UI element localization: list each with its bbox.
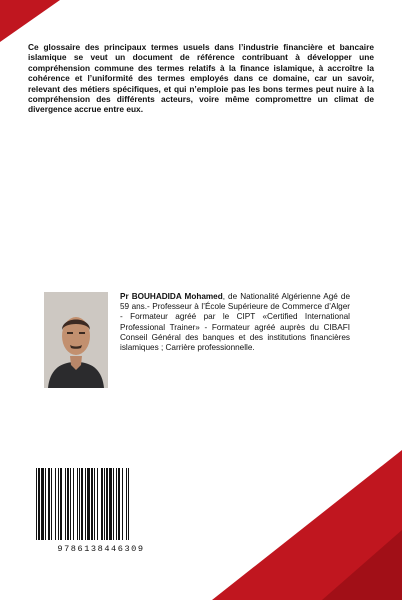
author-name: Pr BOUHADIDA Mohamed — [120, 292, 223, 301]
author-bio-text: , de Nationalité Algérienne Agé de 59 ans.- Professeur à l’École Supérieure de Commerce d’Alger - Formateur agréé par le CIPT «Certified International Professional Trainer» - Formateur agréé auprès du CIBAFI Conseil Général des banques et des institutions financières islamiques ; Carrière professionnelle. — [120, 292, 351, 353]
author-bio — [120, 292, 350, 353]
barcode-bar — [73, 468, 74, 540]
barcode-bar — [58, 468, 59, 540]
barcode-bar — [101, 468, 103, 540]
barcode-bar — [116, 468, 117, 540]
barcode-bars — [26, 466, 176, 542]
barcode-bar — [81, 468, 83, 540]
barcode-bar — [60, 468, 62, 540]
red-corner-top-left — [0, 0, 60, 42]
barcode-bar — [126, 468, 127, 540]
barcode-bar — [87, 468, 90, 540]
barcode-bar — [113, 468, 114, 540]
barcode-bar — [41, 468, 44, 540]
red-corner-bottom-right — [172, 450, 402, 600]
barcode-bar — [85, 468, 86, 540]
barcode-bar — [65, 468, 66, 540]
barcode-bar — [106, 468, 108, 540]
barcode-bar — [91, 468, 93, 540]
barcode-bar — [104, 468, 105, 540]
barcode-bar — [97, 468, 98, 540]
barcode-bar — [55, 468, 56, 540]
barcode-bar — [77, 468, 78, 540]
barcode-bar — [51, 468, 52, 540]
barcode-bar — [45, 468, 46, 540]
barcode-bar — [48, 468, 50, 540]
barcode-bar — [128, 468, 129, 540]
barcode-bar — [38, 468, 40, 540]
barcode-bar — [122, 468, 123, 540]
barcode-bar — [36, 468, 37, 540]
author-photo — [44, 292, 108, 388]
barcode-bar — [118, 468, 120, 540]
barcode-bar — [94, 468, 95, 540]
barcode-bar — [79, 468, 80, 540]
barcode-bar — [70, 468, 71, 540]
barcode-bar — [109, 468, 112, 540]
isbn-number: 9786138446309 — [57, 544, 145, 554]
back-cover-summary: Ce glossaire des principaux termes usuels dans l’industrie financière et bancaire islamique se veut un document de référence contribuant à développer une compréhension commune des termes relatifs à la finance islamique, à accroître la cohérence et l’uniformité des termes employés dans ce domaine, car un savoir, relevant des métiers spécifiques, et qui n’emploie pas les bons termes peut nuire à la compréhension des différents acteurs, voire même compromettre un climat de divergence accrue entre eux. — [28, 42, 374, 115]
isbn-barcode — [26, 466, 176, 560]
barcode-bar — [67, 468, 69, 540]
